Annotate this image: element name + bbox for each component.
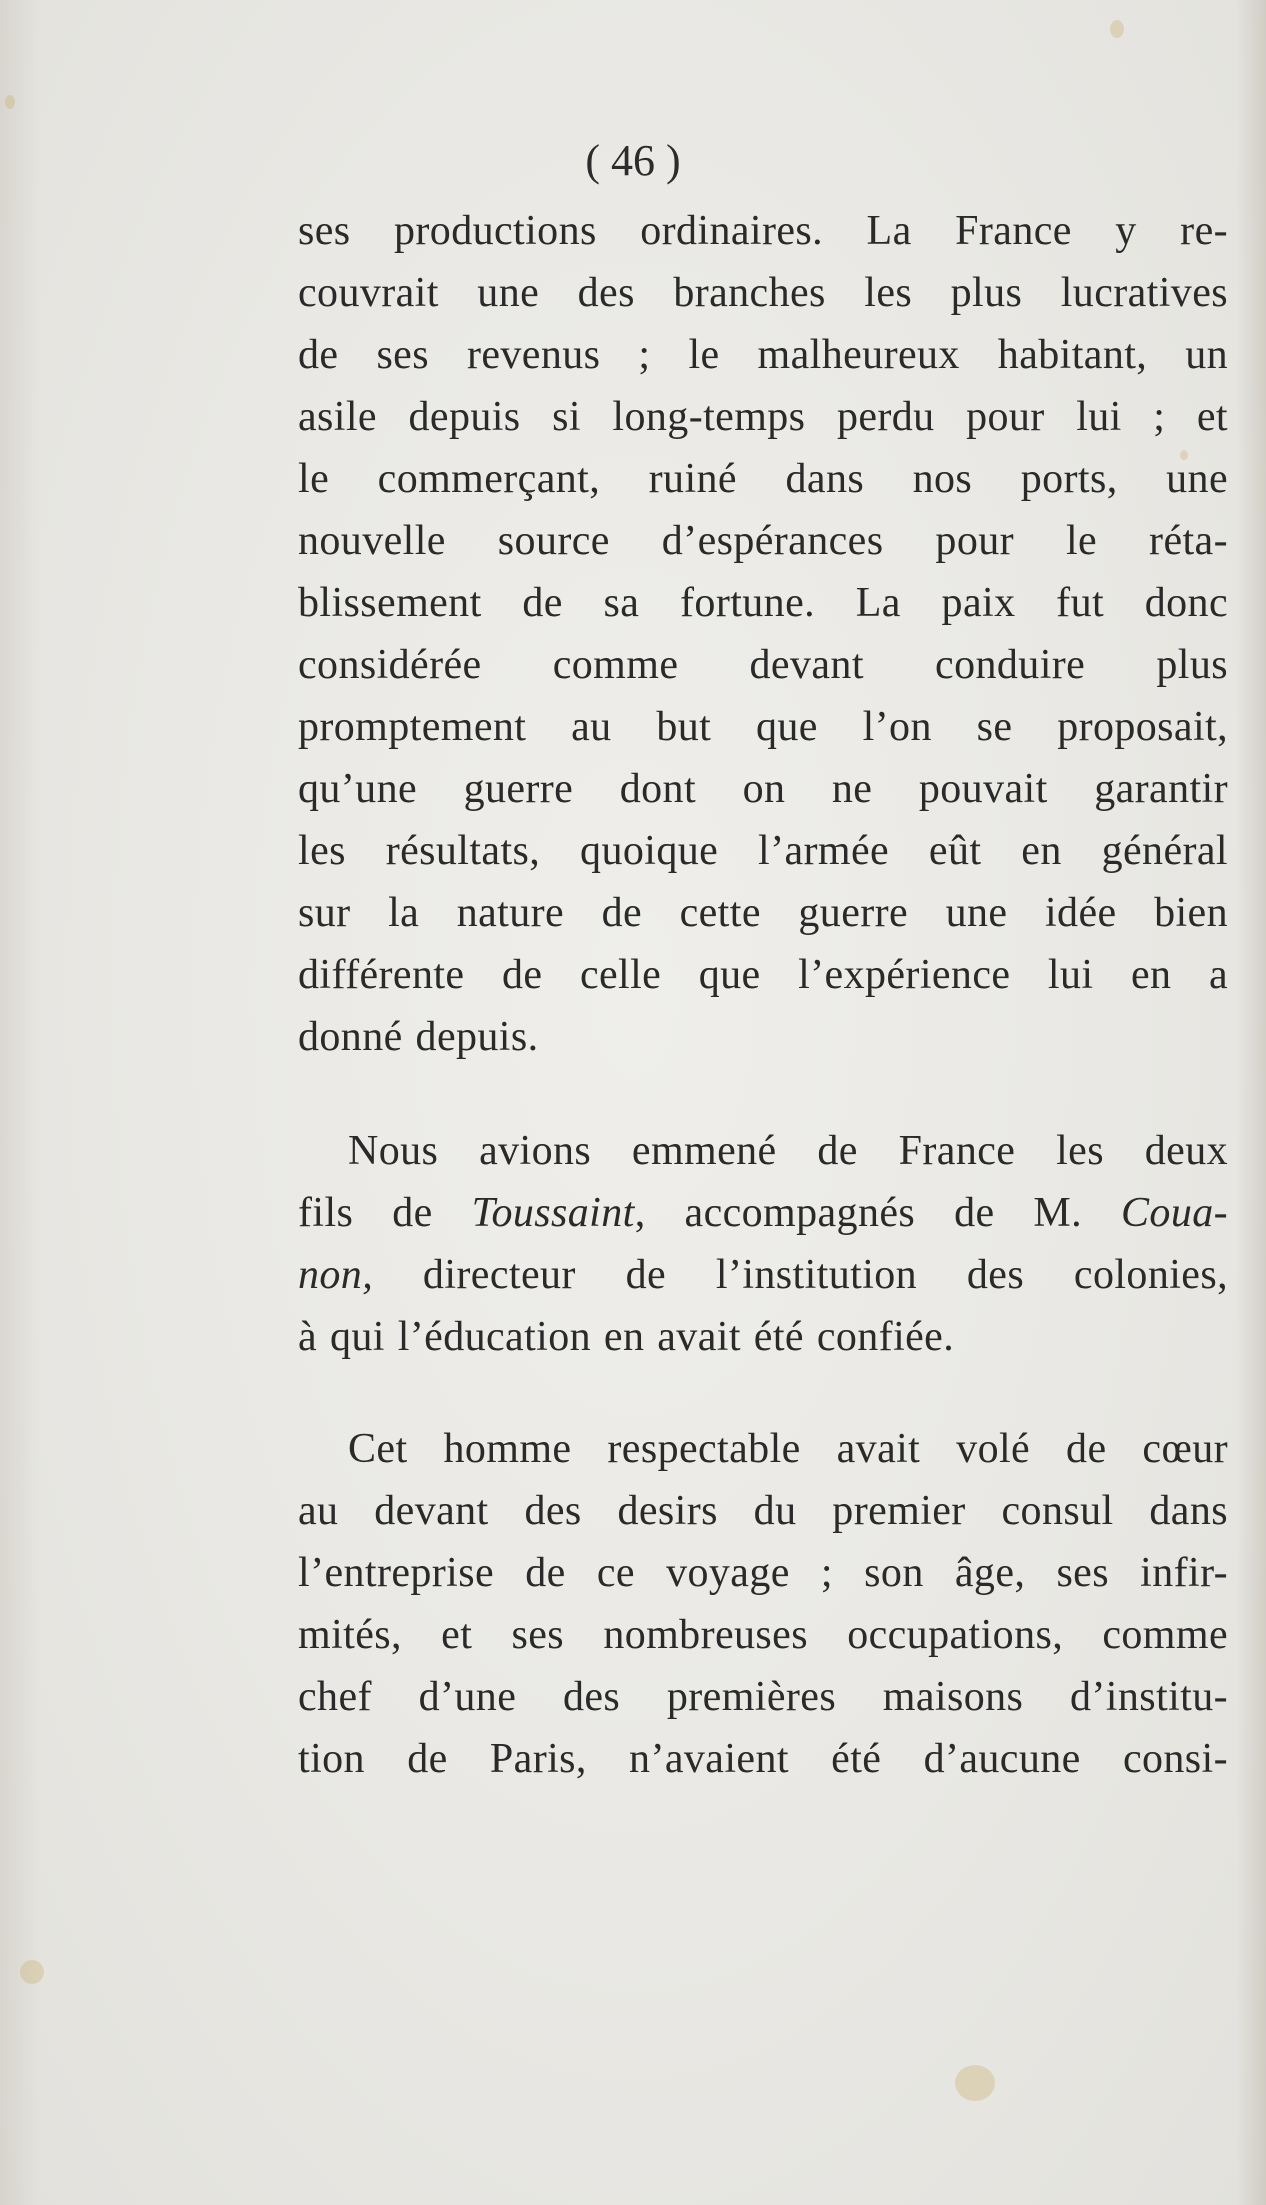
page-edge-shadow-right — [1236, 0, 1266, 2205]
text-line: le commerçant, ruiné dans nos ports, une — [298, 456, 1228, 502]
foxing-spot — [5, 95, 15, 109]
paragraph-2 — [298, 1120, 1228, 1368]
text-line: mités, et ses nombreuses occupations, comme — [298, 1612, 1228, 1658]
text-line: Cet homme respectable avait volé de cœur — [348, 1426, 1228, 1472]
foxing-spot — [955, 2065, 995, 2101]
italic-name: non, — [298, 1252, 374, 1298]
text-line: blissement de sa fortune. La paix fut donc — [298, 580, 1228, 626]
text-line: Nous avions emmené de France les deux — [348, 1128, 1228, 1174]
text-line: considérée comme devant conduire plus — [298, 642, 1228, 688]
page-number: ( 46 ) — [585, 136, 681, 185]
text-line — [298, 1244, 1228, 1306]
text-line: l’entreprise de ce voyage ; son âge, ses infir- — [298, 1550, 1228, 1596]
text-line: de ses revenus ; le malheureux habitant, un — [298, 332, 1228, 378]
page-edge-shadow-left — [0, 0, 40, 2205]
paragraph-3 — [298, 1418, 1228, 1790]
foxing-spot — [1110, 20, 1124, 38]
text-line: sur la nature de cette guerre une idée bien — [298, 890, 1228, 936]
text-line: ses productions ordinaires. La France y re- — [298, 208, 1228, 254]
foxing-spot — [20, 1960, 44, 1984]
text-line: au devant des desirs du premier consul dans — [298, 1488, 1228, 1534]
text-line: couvrait une des branches les plus lucratives — [298, 270, 1228, 316]
body-text — [298, 200, 1228, 1790]
text-run: , accompagnés de M. — [634, 1190, 1121, 1236]
italic-name: Coua- — [1121, 1190, 1228, 1236]
text-line: à qui l’éducation en avait été confiée. — [298, 1314, 955, 1360]
text-line: promptement au but que l’on se proposait, — [298, 704, 1228, 750]
text-run: directeur de l’institution des colonies, — [373, 1252, 1228, 1298]
text-line: tion de Paris, n’avaient été d’aucune consi- — [298, 1736, 1228, 1782]
paragraph-1 — [298, 200, 1228, 1068]
text-line: donné depuis. — [298, 1014, 539, 1060]
paragraph-gap — [298, 1368, 1228, 1418]
text-line: chef d’une des premières maisons d’institu- — [298, 1674, 1228, 1720]
italic-name: Toussaint — [471, 1190, 635, 1236]
text-line — [298, 1182, 1228, 1244]
text-line: les résultats, quoique l’armée eût en général — [298, 828, 1228, 874]
text-line: nouvelle source d’espérances pour le réta- — [298, 518, 1228, 564]
paragraph-gap — [298, 1068, 1228, 1120]
text-run: fils de — [298, 1190, 472, 1236]
text-line: asile depuis si long-temps perdu pour lui ; et — [298, 394, 1228, 440]
text-line: différente de celle que l’expérience lui en a — [298, 952, 1228, 998]
text-line: qu’une guerre dont on ne pouvait garantir — [298, 766, 1228, 812]
